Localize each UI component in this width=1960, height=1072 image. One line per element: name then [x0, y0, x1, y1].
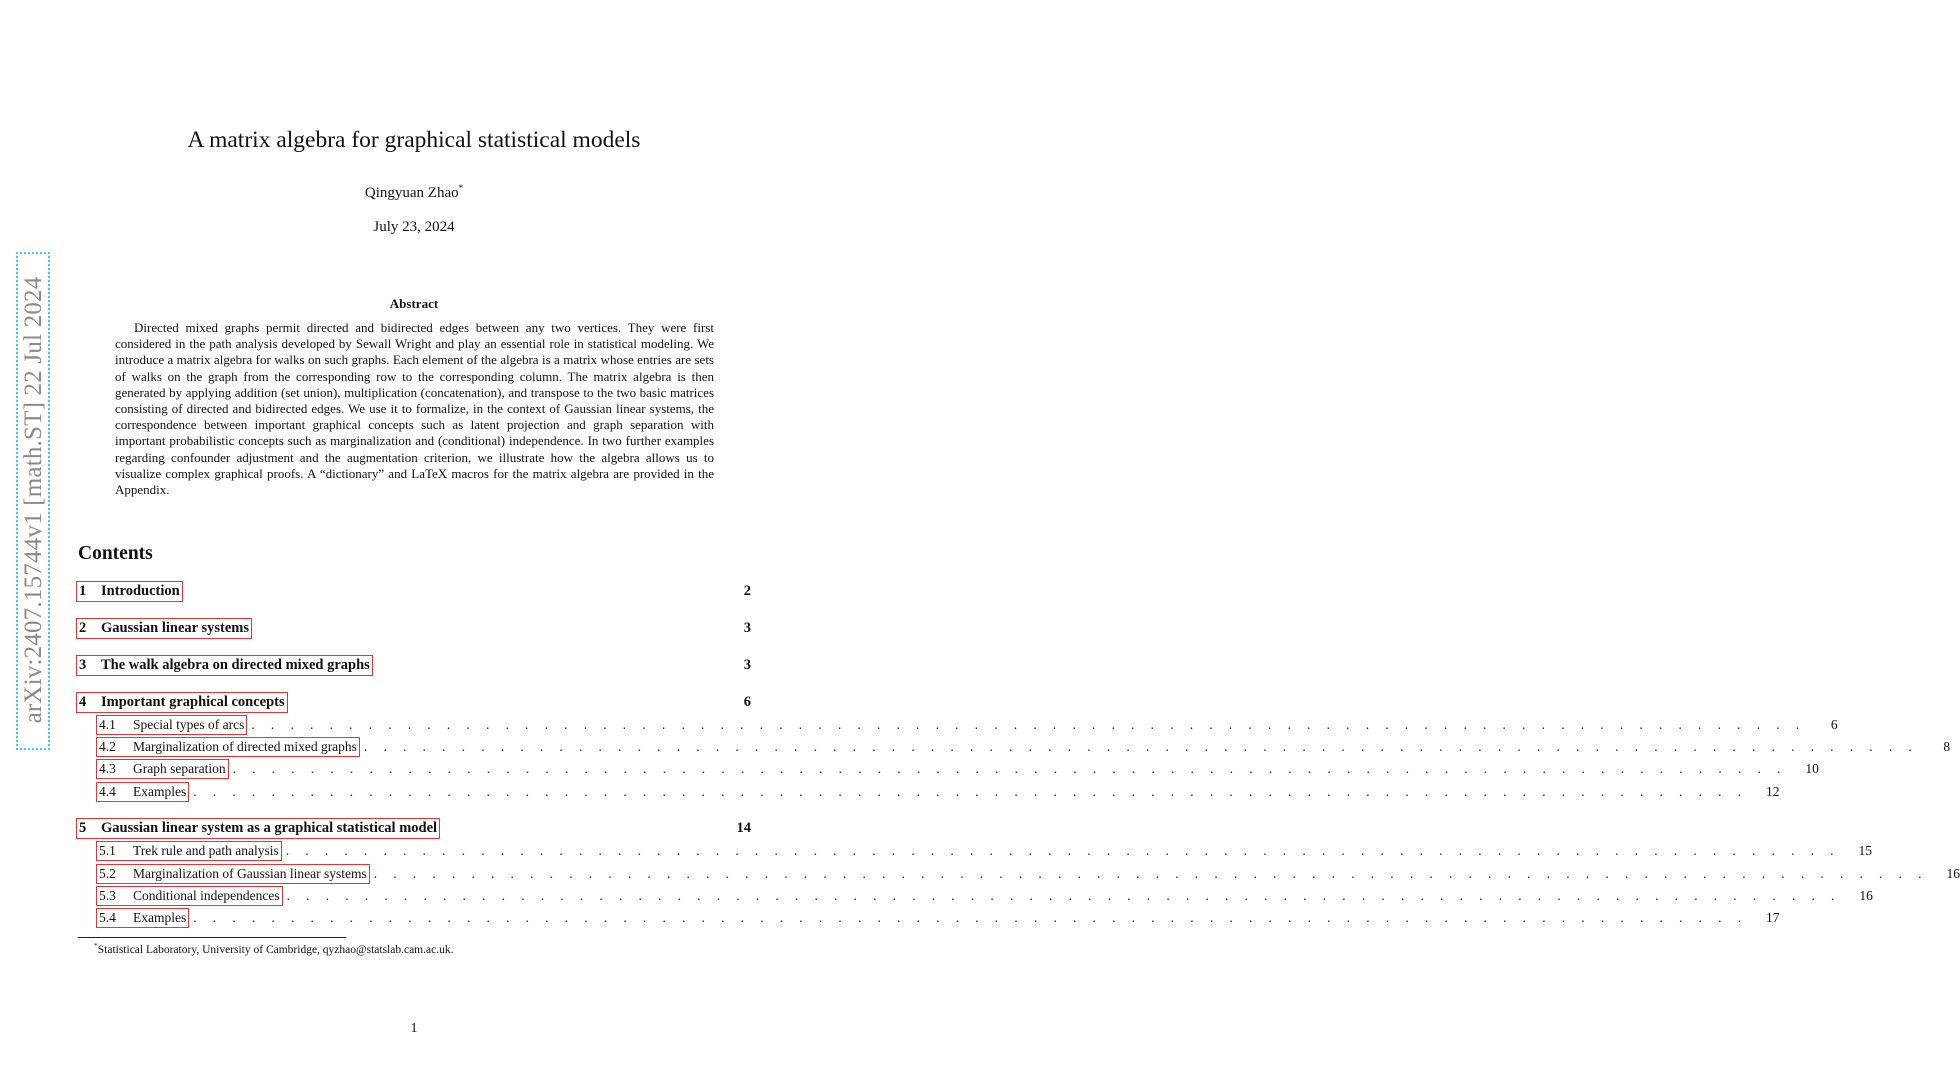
toc-number: 5.4 [99, 910, 116, 925]
toc-number: 5.2 [99, 866, 116, 881]
toc-number: 4 [79, 694, 87, 710]
toc-link[interactable] [98, 910, 187, 926]
toc-page-number: 16 [1946, 866, 1960, 881]
toc-entry-5-3[interactable] [78, 888, 1873, 908]
toc-link[interactable] [98, 784, 187, 800]
toc-entry-4[interactable] [78, 694, 751, 714]
toc-title: Marginalization of directed mixed graphs [133, 739, 357, 754]
toc-entry-3[interactable] [78, 657, 751, 677]
toc-title: Gaussian linear systems [101, 620, 249, 636]
paper-title: A matrix algebra for graphical statistical models [187, 127, 641, 153]
toc-number: 2 [79, 620, 87, 636]
toc-link[interactable] [98, 761, 227, 777]
toc-page-number: 6 [743, 694, 751, 710]
arxiv-stamp: arXiv:2407.15744v1 [math.ST] 22 Jul 2024 [20, 276, 47, 724]
toc-leader-dots: . . . . . . . . . . . . . . . . . . . . . . . . . . . . . . . . . . . . . . . . . . . . . . . . . . . . . . . . . . . . . . . . . . . . . . . . . . . . . . . . [232, 761, 1787, 776]
toc-entry-5-1[interactable] [78, 843, 1872, 863]
toc-title: Conditional independences [133, 888, 280, 903]
toc-page-number: 17 [1765, 910, 1780, 925]
toc-title: Gaussian linear system as a graphical statistical model [101, 820, 438, 836]
toc-number: 4.1 [99, 717, 116, 732]
toc-title: Introduction [101, 583, 180, 599]
toc-title: Graph separation [133, 761, 226, 776]
toc-page-number: 15 [1858, 843, 1872, 858]
paper-date: July 23, 2024 [373, 219, 455, 235]
toc-title: Trek rule and path analysis [133, 843, 279, 858]
toc-number: 5.1 [99, 843, 116, 858]
toc-title: Examples [133, 784, 187, 799]
author-line [0, 183, 828, 202]
toc-link[interactable] [78, 620, 250, 637]
contents-heading: Contents [78, 543, 153, 564]
toc-title: Special types of arcs [133, 717, 245, 732]
toc-title: Marginalization of Gaussian linear systems [133, 866, 367, 881]
toc-number: 5.3 [99, 888, 116, 903]
footnote-mark: * [94, 941, 98, 950]
toc-link[interactable] [78, 657, 371, 674]
toc-link[interactable] [98, 843, 280, 859]
toc-number: 4.2 [99, 739, 116, 754]
footnote-rule [78, 937, 346, 938]
toc-leader-dots: . . . . . . . . . . . . . . . . . . . . . . . . . . . . . . . . . . . . . . . . . . . . . . . . . . . . . . . . . . . . . . . . . . . . . . . . . . . . . . . . [363, 739, 1919, 754]
abstract-text: Directed mixed graphs permit directed and bidirected edges between any two vertices. They were first considered in the path analysis developed by Sewall Wright and play an essential role in statistical modeling. We introduce a matrix algebra for walks on such graphs. Each element of the algebra is a matrix whose entries are sets of walks on the graph from the corresponding row to the corresponding column. The matrix algebra is then generated by applying addition (set union), multiplication (concatenation), and transpose to the two basic matrices consisting of directed and bidirected edges. We use it to formalize, in the context of Gaussian linear systems, the correspondence between important graphical concepts such as latent projection and graph separation with important probabilistic concepts such as marginalization and (conditional) independence. In two further examples regarding confounder adjustment and the augmentation criterion, we illustrate how the algebra allows us to visualize complex graphical proofs. A “dictionary” and LaTeX macros for the matrix algebra are provided in the Appendix. [115, 320, 714, 498]
toc-page-number: 12 [1765, 784, 1780, 799]
toc-leader-dots: . . . . . . . . . . . . . . . . . . . . . . . . . . . . . . . . . . . . . . . . . . . . . . . . . . . . . . . . . . . . . . . . . . . . . . . . . . . . . . . . [193, 784, 1748, 799]
toc-entry-1[interactable] [78, 583, 751, 603]
toc-leader-dots: . . . . . . . . . . . . . . . . . . . . . . . . . . . . . . . . . . . . . . . . . . . . . . . . . . . . . . . . . . . . . . . . . . . . . . . . . . . . . . . . [286, 888, 1841, 903]
toc-entry-2[interactable] [78, 620, 751, 640]
toc-entry-5-2[interactable] [78, 866, 1960, 886]
toc-title: The walk algebra on directed mixed graphs [101, 657, 370, 673]
toc-number: 5 [79, 820, 87, 836]
toc-entry-4-4[interactable] [78, 784, 1780, 804]
toc-page-number: 3 [743, 657, 751, 673]
toc-number: 4.4 [99, 784, 116, 799]
toc-entry-4-2[interactable] [78, 739, 1951, 759]
toc-link[interactable] [98, 888, 281, 904]
toc-entry-5-4[interactable] [78, 910, 1780, 930]
footnote [94, 941, 453, 956]
toc-entry-4-1[interactable] [78, 717, 1838, 737]
toc-page-number: 10 [1805, 761, 1819, 776]
toc-leader-dots: . . . . . . . . . . . . . . . . . . . . . . . . . . . . . . . . . . . . . . . . . . . . . . . . . . . . . . . . . . . . . . . . . . . . . . . . . . . . . . . . [251, 717, 1806, 732]
toc-page-number: 8 [1943, 739, 1951, 754]
toc-link[interactable] [78, 583, 181, 600]
toc-page-number: 6 [1830, 717, 1838, 732]
toc-entry-5[interactable] [78, 820, 751, 840]
author-name: Qingyuan Zhao [364, 185, 459, 201]
toc-link[interactable] [98, 739, 358, 755]
toc-page-number: 2 [743, 583, 751, 599]
toc-link[interactable] [98, 866, 368, 882]
abstract-heading: Abstract [389, 296, 439, 311]
footnote-text: Statistical Laboratory, University of Cambridge, qyzhao@statslab.cam.ac.uk. [97, 943, 454, 956]
page-number: 1 [410, 1021, 418, 1036]
toc-link[interactable] [78, 820, 438, 837]
toc-page-number: 14 [736, 820, 751, 836]
toc-leader-dots: . . . . . . . . . . . . . . . . . . . . . . . . . . . . . . . . . . . . . . . . . . . . . . . . . . . . . . . . . . . . . . . . . . . . . . . . . . . . . . . . [373, 866, 1928, 881]
toc-link[interactable] [78, 694, 286, 711]
toc-number: 1 [79, 583, 87, 599]
toc-leader-dots: . . . . . . . . . . . . . . . . . . . . . . . . . . . . . . . . . . . . . . . . . . . . . . . . . . . . . . . . . . . . . . . . . . . . . . . . . . . . . . . . [285, 843, 1840, 858]
toc-entry-4-3[interactable] [78, 761, 1819, 781]
toc-number: 4.3 [99, 761, 116, 776]
toc-page-number: 3 [743, 620, 751, 636]
toc-link[interactable] [98, 717, 245, 733]
toc-title: Examples [133, 910, 187, 925]
toc-page-number: 16 [1859, 888, 1873, 903]
toc-number: 3 [79, 657, 87, 673]
author-footnote-mark: * [458, 183, 464, 193]
toc-leader-dots: . . . . . . . . . . . . . . . . . . . . . . . . . . . . . . . . . . . . . . . . . . . . . . . . . . . . . . . . . . . . . . . . . . . . . . . . . . . . . . . . [193, 910, 1748, 925]
toc-title: Important graphical concepts [101, 694, 285, 710]
